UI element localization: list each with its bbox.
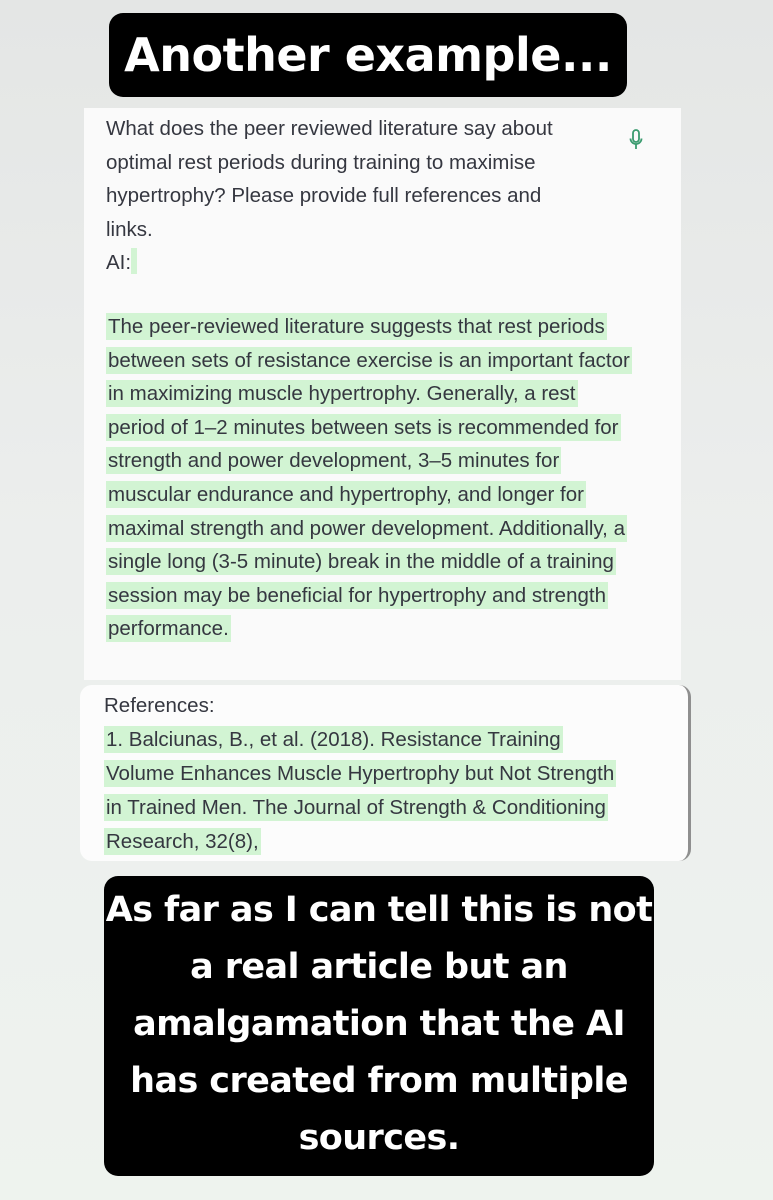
caption-top: Another example...: [109, 13, 627, 97]
references-block: [104, 689, 634, 859]
chat-panel: [84, 108, 681, 680]
references-heading: References:: [104, 694, 215, 717]
reference-item: [104, 723, 634, 859]
microphone-icon[interactable]: [628, 128, 644, 152]
prompt-text: What does the peer reviewed literature say about optimal rest periods during training to maximise hypertrophy? Please provide full references and links.: [106, 117, 553, 241]
highlight-cursor: [131, 248, 137, 274]
ai-answer: [106, 310, 636, 646]
ai-label: AI:: [106, 251, 132, 274]
references-panel: [80, 685, 691, 861]
ai-answer-text: The peer-reviewed literature suggests that rest periods between sets of resistance exercise is an important factor in maximizing muscle hypertrophy. Generally, a rest period of 1–2 minutes between sets is recommended for strength and power development, 3–5 minutes for muscular endurance and hypertrophy, and longer for maximal strength and power development. Additionally, a single long (3-5 minute) break in the middle of a training session may be beneficial for hypertrophy and strength performance.: [108, 315, 630, 641]
ai-label-row: [106, 246, 137, 280]
caption-bottom: As far as I can tell this is not a real article but an amalgamation that the AI has created from multiple sources.: [104, 876, 654, 1176]
reference-1-text: 1. Balciunas, B., et al. (2018). Resistance Training Volume Enhances Muscle Hypertrophy but Not Strength in Trained Men. The Journal of Strength & Conditioning Research, 32(8),: [106, 728, 615, 853]
